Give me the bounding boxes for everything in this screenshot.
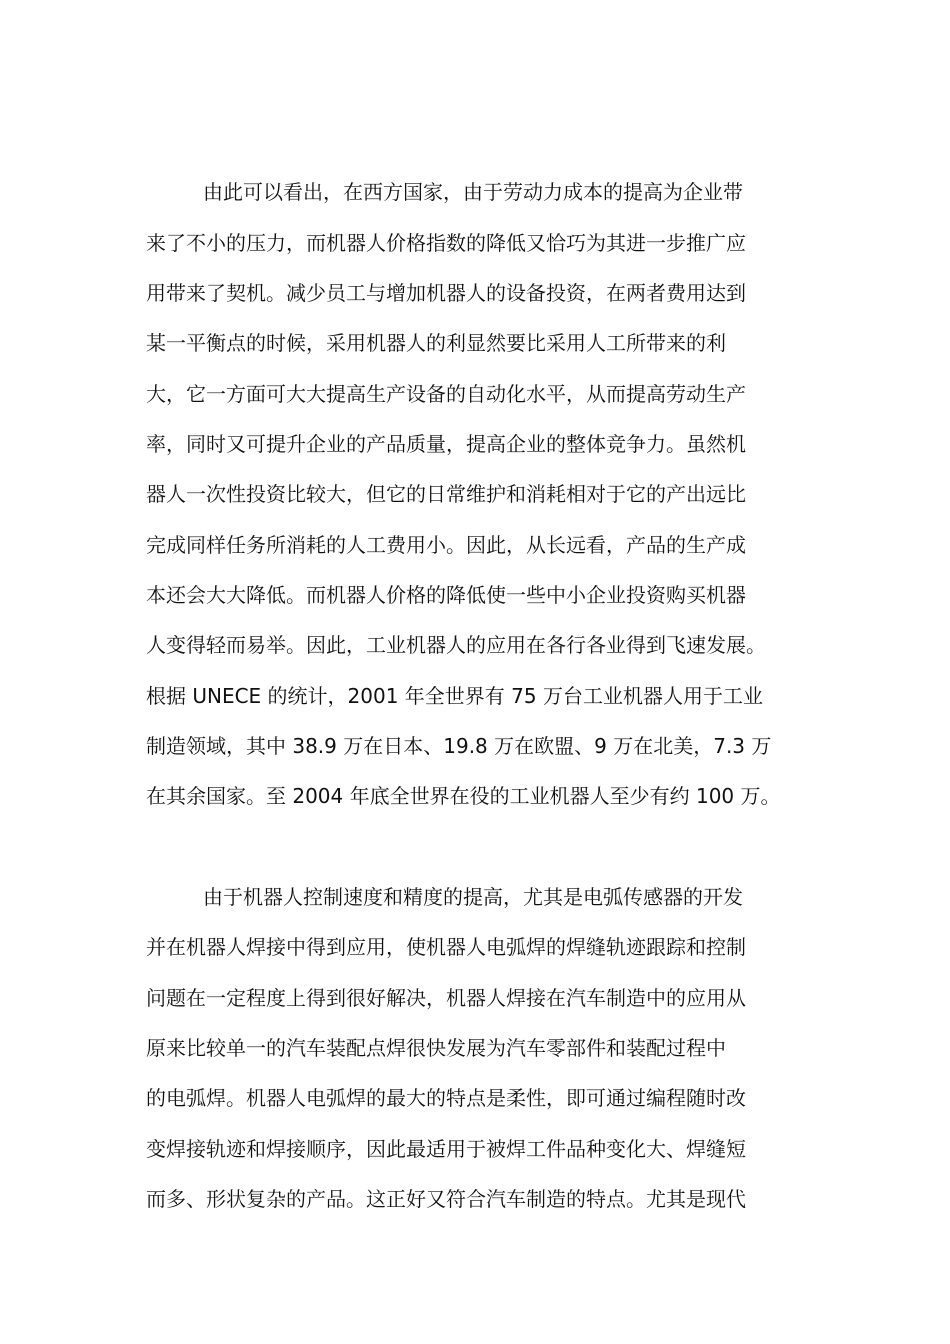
text-line: 制造领域，其中 38.9 万在日本、19.8 万在欧盟、9 万在北美，7.3 万 [146, 734, 772, 758]
text-line: 由于机器人控制速度和精度的提高，尤其是电弧传感器的开发 [203, 885, 743, 909]
text-line: 并在机器人焊接中得到应用，使机器人电弧焊的焊缝轨迹跟踪和控制 [146, 935, 746, 959]
text-line: 人变得轻而易举。因此，工业机器人的应用在各行各业得到飞速发展。 [146, 633, 766, 657]
text-line: 根据 UNECE 的统计，2001 年全世界有 75 万台工业机器人用于工业 [146, 684, 763, 708]
text-line: 完成同样任务所消耗的人工费用小。因此，从长远看，产品的生产成 [146, 533, 746, 557]
text-line: 的电弧焊。机器人电弧焊的最大的特点是柔性，即可通过编程随时改 [146, 1086, 746, 1110]
text-line: 问题在一定程度上得到很好解决，机器人焊接在汽车制造中的应用从 [146, 986, 746, 1010]
text-line: 本还会大大降低。而机器人价格的降低使一些中小企业投资购买机器 [146, 583, 746, 607]
text-line: 率，同时又可提升企业的产品质量，提高企业的整体竞争力。虽然机 [146, 432, 746, 456]
text-line: 由此可以看出，在西方国家，由于劳动力成本的提高为企业带 [203, 180, 743, 204]
text-line: 而多、形状复杂的产品。这正好又符合汽车制造的特点。尤其是现代 [146, 1187, 746, 1211]
text-line: 大，它一方面可大大提高生产设备的自动化水平，从而提高劳动生产 [146, 382, 746, 406]
text-line: 用带来了契机。减少员工与增加机器人的设备投资，在两者费用达到 [146, 281, 746, 305]
text-line: 变焊接轨迹和焊接顺序，因此最适用于被焊工件品种变化大、焊缝短 [146, 1137, 746, 1161]
text-line: 某一平衡点的时候，采用机器人的利显然要比采用人工所带来的利 [146, 331, 726, 355]
text-line: 在其余国家。至 2004 年底全世界在役的工业机器人至少有约 100 万。 [146, 784, 781, 808]
text-line: 器人一次性投资比较大，但它的日常维护和消耗相对于它的产出远比 [146, 482, 746, 506]
text-line: 来了不小的压力，而机器人价格指数的降低又恰巧为其进一步推广应 [146, 231, 746, 255]
text-line: 原来比较单一的汽车装配点焊很快发展为汽车零部件和装配过程中 [146, 1036, 726, 1060]
